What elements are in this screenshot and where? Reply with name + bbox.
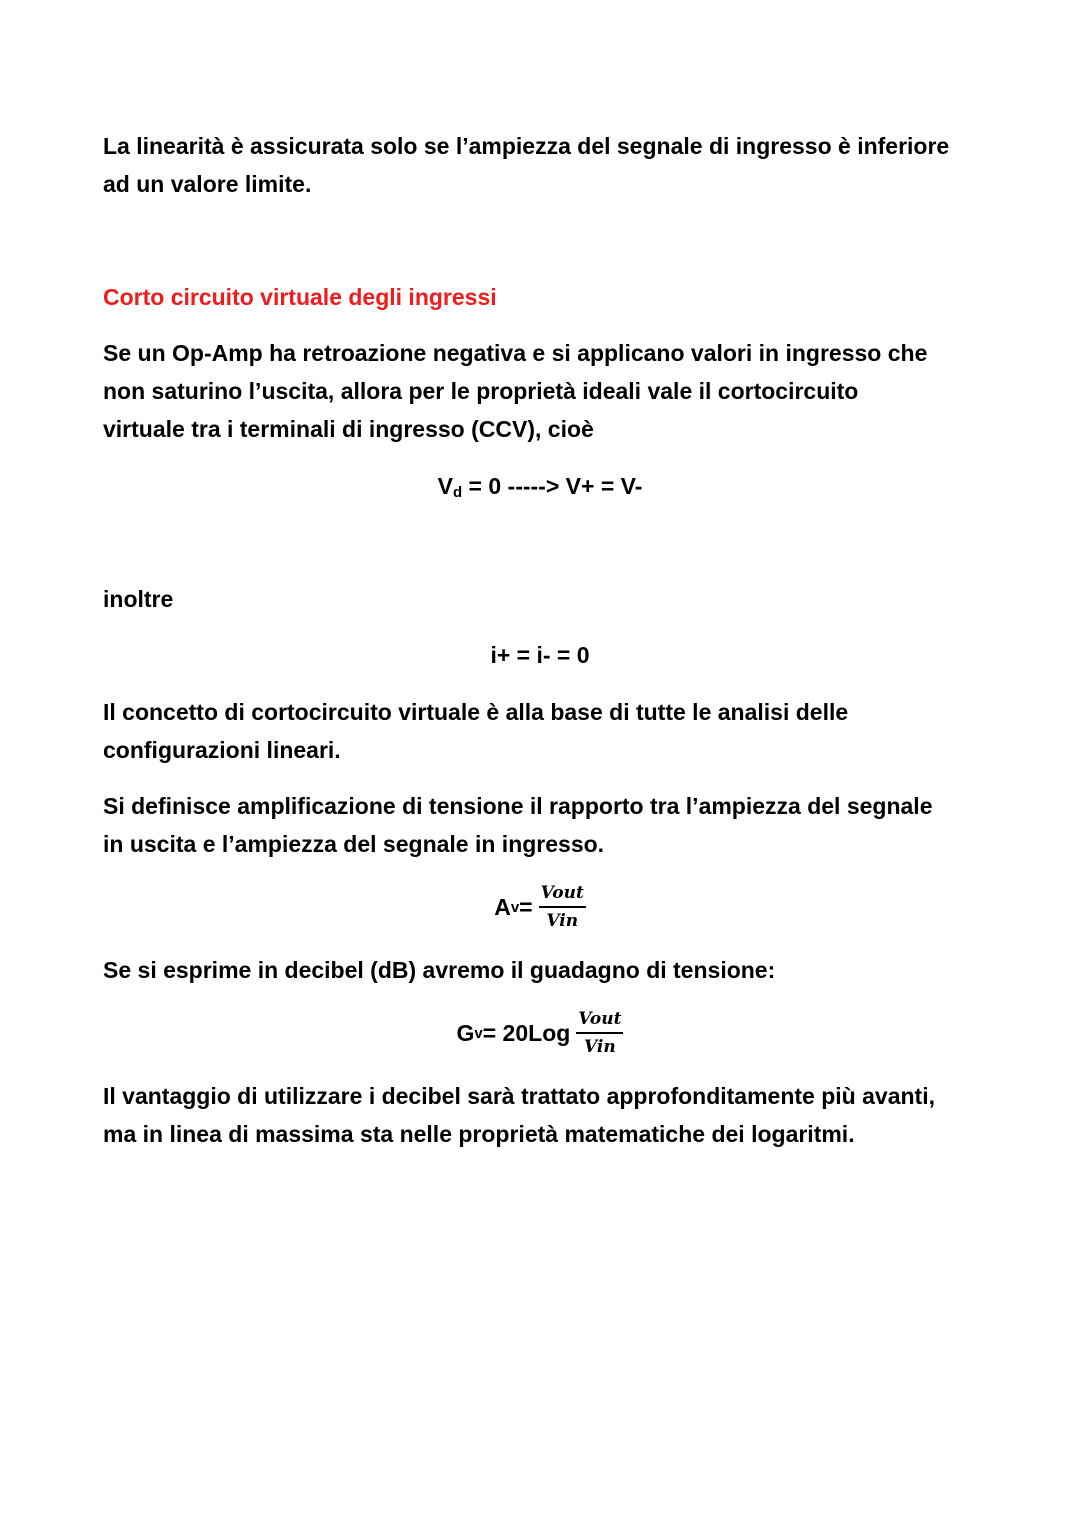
amplification-line-2: in uscita e l’ampiezza del segnale in ingresso.: [103, 831, 605, 857]
concept-line-1: Il concetto di cortocircuito virtuale è alla base di tutte le analisi delle: [103, 699, 849, 725]
av-denominator: Vin: [546, 911, 579, 931]
advantage-line-2: ma in linea di massima sta nelle proprietà matematiche dei logaritmi.: [103, 1121, 855, 1147]
op-amp-line-1: Se un Op-Amp ha retroazione negativa e si applicano valori in ingresso che: [103, 340, 928, 366]
gv-equals: = 20Log: [482, 1019, 571, 1046]
advantage-paragraph: [103, 1077, 983, 1153]
av-subscript: v: [510, 898, 520, 916]
gv-symbol: G: [456, 1019, 475, 1046]
vd-rest: = 0 -----> V+ = V-: [462, 473, 643, 499]
inoltre-text: inoltre: [103, 586, 174, 612]
concept-line-2: configurazioni lineari.: [103, 737, 341, 763]
gv-fraction: [576, 1008, 623, 1058]
linearity-line-2: ad un valore limite.: [103, 171, 312, 197]
section-heading: Corto circuito virtuale degli ingressi: [103, 284, 497, 310]
gv-subscript: v: [474, 1024, 483, 1042]
concept-paragraph: [103, 693, 983, 769]
av-numerator: Vout: [539, 882, 586, 908]
amplification-paragraph: [103, 787, 983, 863]
advantage-line-1: Il vantaggio di utilizzare i decibel sarà trattato approfonditamente più avanti,: [103, 1083, 935, 1109]
av-formula: [0, 882, 1080, 932]
gv-numerator: Vout: [576, 1008, 623, 1034]
op-amp-line-3: virtuale tra i terminali di ingresso (CCV), cioè: [103, 416, 594, 442]
av-symbol: A: [494, 893, 511, 920]
linearity-line-1: La linearità è assicurata solo se l’ampiezza del segnale di ingresso è inferiore: [103, 133, 950, 159]
decibel-paragraph: Se si esprime in decibel (dB) avremo il guadagno di tensione:: [103, 957, 776, 983]
gv-formula: [0, 1008, 1080, 1058]
op-amp-paragraph: [103, 334, 983, 448]
op-amp-line-2: non saturino l’uscita, allora per le proprietà ideali vale il cortocircuito: [103, 378, 859, 404]
gv-denominator: Vin: [584, 1037, 616, 1057]
vd-formula: [0, 467, 1080, 512]
av-fraction: [539, 882, 586, 932]
av-equals: =: [519, 893, 533, 920]
vd-subscript: d: [452, 484, 463, 501]
vd-symbol: V: [437, 473, 453, 499]
amplification-line-1: Si definisce amplificazione di tensione il rapporto tra l’ampiezza del segnale: [103, 793, 933, 819]
linearity-paragraph: [103, 127, 983, 203]
currents-formula: i+ = i- = 0: [490, 642, 590, 668]
